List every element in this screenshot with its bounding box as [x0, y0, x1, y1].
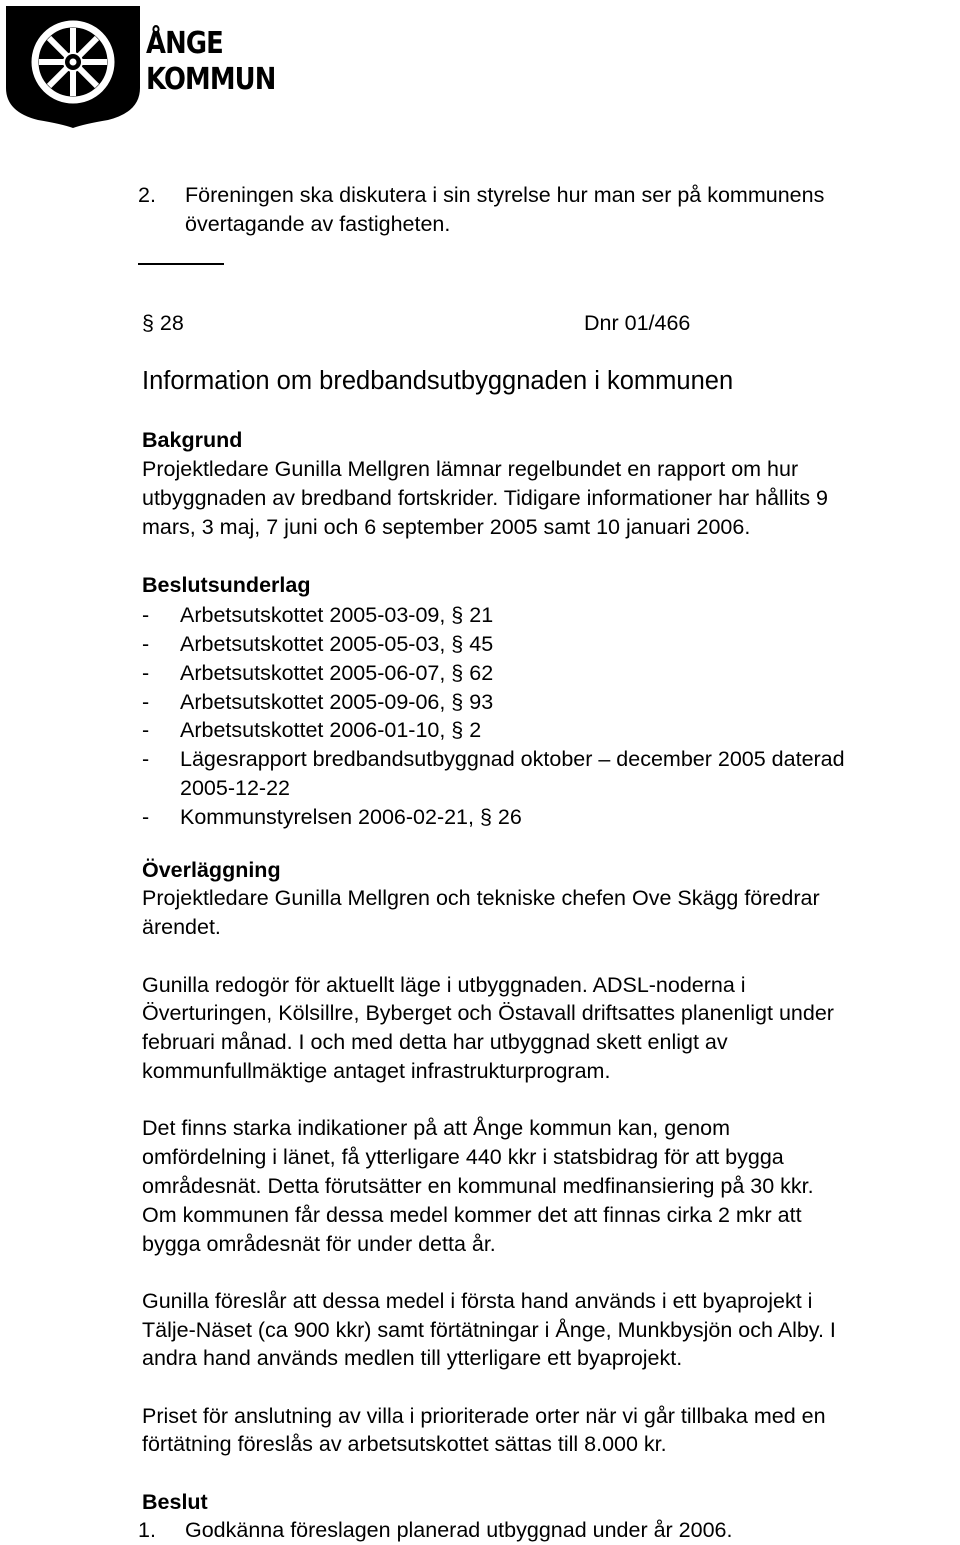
underlag-item: Arbetsutskottet 2005-09-06, § 93 — [180, 690, 494, 714]
underlag-dash: - — [142, 603, 150, 627]
overlaggning-p4-line: Gunilla föreslår att dessa medel i första hand används i ett byaprojekt i — [142, 1289, 813, 1313]
overlaggning-p3-line: Det finns starka indikationer på att Ånge kommun kan, genom — [142, 1116, 730, 1140]
overlaggning-p3-line: omfördelning i länet, få ytterligare 440 kkr i statsbidrag för att bygga — [142, 1145, 784, 1169]
overlaggning-p5-line: Priset för anslutning av villa i prioriterade orter när vi går tillbaka med en — [142, 1404, 826, 1428]
underlag-dash: - — [142, 661, 150, 685]
item2-line-2: övertagande av fastigheten. — [185, 212, 451, 236]
beslut-item-number: 1. — [138, 1518, 156, 1542]
underlag-dash: - — [142, 690, 150, 714]
logo-line-2: KOMMUN — [146, 62, 276, 97]
overlaggning-p4-line: andra hand används medlen till ytterligare ett byaprojekt. — [142, 1346, 683, 1370]
underlag-item-continuation: 2005-12-22 — [180, 776, 290, 800]
overlaggning-p1-line: ärendet. — [142, 915, 221, 939]
underlag-dash: - — [142, 632, 150, 656]
underlag-item: Kommunstyrelsen 2006-02-21, § 26 — [180, 805, 522, 829]
underlag-dash: - — [142, 805, 150, 829]
beslut-item-1: Godkänna föreslagen planerad utbyggnad under år 2006. — [185, 1518, 733, 1542]
logo-line-1: ÅNGE — [146, 26, 223, 61]
underlag-item: Arbetsutskottet 2006-01-10, § 2 — [180, 718, 482, 742]
underlag-dash: - — [142, 718, 150, 742]
overlaggning-p2-line: kommunfullmäktige antaget infrastrukturprogram. — [142, 1059, 611, 1083]
beslut-heading: Beslut — [142, 1490, 208, 1514]
section-title: Information om bredbandsutbyggnaden i kommunen — [142, 367, 734, 395]
overlaggning-p2-line: Gunilla redogör för aktuellt läge i utbyggnaden. ADSL-noderna i — [142, 973, 746, 997]
overlaggning-p3-line: bygga områdesnät för under detta år. — [142, 1232, 496, 1256]
bakgrund-heading: Bakgrund — [142, 428, 243, 452]
overlaggning-p3-line: Om kommunen får dessa medel kommer det att finnas cirka 2 mkr att — [142, 1203, 802, 1227]
overlaggning-p2-line: februari månad. I och med detta har utbyggnad skett enligt av — [142, 1030, 728, 1054]
overlaggning-p3-line: områdesnät. Detta förutsätter en kommunal medfinansiering på 30 kkr. — [142, 1174, 814, 1198]
overlaggning-p4-line: Tälje-Näset (ca 900 kkr) samt förtätningar i Ånge, Munkbysjön och Alby. I — [142, 1318, 836, 1342]
overlaggning-p1-line: Projektledare Gunilla Mellgren och tekniske chefen Ove Skägg föredrar — [142, 886, 820, 910]
overlaggning-p2-line: Överturingen, Kölsillre, Byberget och Östavall driftsattes planenligt under — [142, 1001, 834, 1025]
bakgrund-line-3: mars, 3 maj, 7 juni och 6 september 2005 samt 10 januari 2006. — [142, 515, 751, 539]
item2-number: 2. — [138, 183, 156, 207]
underlag-item: Arbetsutskottet 2005-05-03, § 45 — [180, 632, 494, 656]
bakgrund-line-1: Projektledare Gunilla Mellgren lämnar regelbundet en rapport om hur — [142, 457, 799, 481]
logo-wordmark — [146, 26, 275, 98]
underlag-item: Lägesrapport bredbandsutbyggnad oktober – december 2005 daterad — [180, 747, 845, 771]
paragraph-number: § 28 — [142, 311, 184, 335]
bakgrund-line-2: utbyggnaden av bredband fortskrider. Tidigare informationer har hållits 9 — [142, 486, 829, 510]
dnr-reference: Dnr 01/466 — [584, 311, 691, 335]
section-divider — [138, 263, 224, 265]
item2-line-1: Föreningen ska diskutera i sin styrelse hur man ser på kommunens — [185, 183, 825, 207]
municipality-seal-logo — [4, 4, 142, 128]
underlag-item: Arbetsutskottet 2005-03-09, § 21 — [180, 603, 494, 627]
underlag-dash: - — [142, 747, 150, 771]
overlaggning-heading: Överläggning — [142, 858, 281, 882]
underlag-item: Arbetsutskottet 2005-06-07, § 62 — [180, 661, 494, 685]
beslutsunderlag-heading: Beslutsunderlag — [142, 573, 311, 597]
overlaggning-p5-line: förtätning föreslås av arbetsutskottet sättas till 8.000 kr. — [142, 1432, 667, 1456]
